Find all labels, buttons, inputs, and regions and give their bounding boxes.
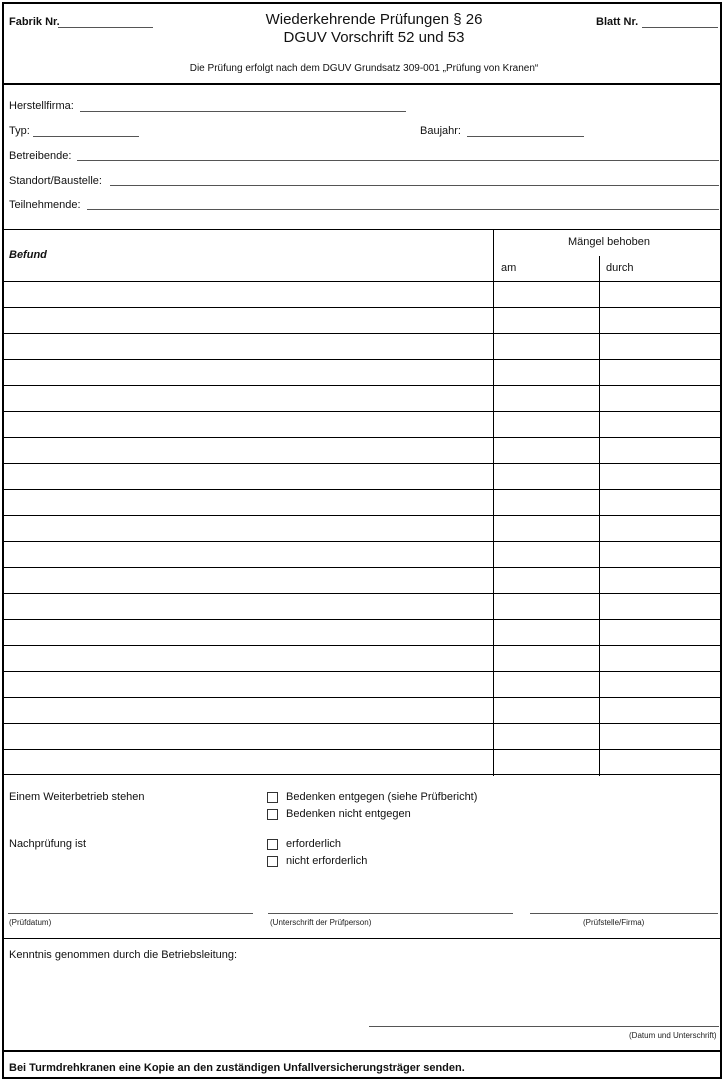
table-row-line [2, 645, 722, 646]
checkbox-bedenken-nicht-entgegen[interactable] [267, 809, 278, 820]
unterschrift-line[interactable] [268, 913, 513, 914]
maengel-header: Mängel behoben [568, 236, 650, 248]
table-row-line [2, 749, 722, 750]
kenntnis-signature-line[interactable] [369, 1026, 719, 1027]
kenntnis-label: Kenntnis genommen durch die Betriebsleitung: [9, 949, 238, 961]
table-row-line [2, 385, 722, 386]
table-row-line [2, 489, 722, 490]
weiterbetrieb-label: Einem Weiterbetrieb stehen [9, 791, 145, 803]
typ-label: Typ: [9, 125, 30, 137]
checkbox-erforderlich[interactable] [267, 839, 278, 850]
divider [2, 938, 722, 939]
baujahr-field[interactable] [467, 136, 584, 137]
checkbox-bedenken-entgegen[interactable] [267, 792, 278, 803]
standort-field[interactable] [110, 185, 719, 186]
table-row-line [2, 333, 722, 334]
kenntnis-caption: (Datum und Unterschrift) [629, 1031, 717, 1040]
table-row-line [2, 437, 722, 438]
divider [2, 83, 722, 85]
column-divider-durch [599, 256, 600, 776]
table-row-line [2, 723, 722, 724]
option-erforderlich: erforderlich [286, 838, 342, 850]
option-bedenken-nicht-entgegen: Bedenken nicht entgegen [286, 808, 411, 820]
standort-label: Standort/Baustelle: [9, 175, 102, 187]
table-row-line [2, 411, 722, 412]
table-row-line [2, 541, 722, 542]
table-row-line [2, 567, 722, 568]
table-row-line [2, 463, 722, 464]
subtitle: Die Prüfung erfolgt nach dem DGUV Grundsatz 309-001 „Prüfung von Kranen“ [189, 63, 539, 74]
table-row-line [2, 619, 722, 620]
betreibende-label: Betreibende: [9, 150, 72, 162]
title-line2: DGUV Vorschrift 52 und 53 [283, 29, 465, 46]
table-row-line [2, 774, 722, 775]
herstellfirma-label: Herstellfirma: [9, 100, 74, 112]
blatt-label: Blatt Nr. [596, 16, 639, 28]
option-bedenken-entgegen: Bedenken entgegen (siehe Prüfbericht) [286, 791, 478, 803]
nachpruefung-label: Nachprüfung ist [9, 838, 87, 850]
blatt-field[interactable] [642, 27, 718, 28]
betreibende-field[interactable] [77, 160, 719, 161]
teilnehmende-label: Teilnehmende: [9, 199, 81, 211]
divider [2, 229, 722, 230]
title-line1: Wiederkehrende Prüfungen § 26 [265, 11, 483, 28]
table-row-line [2, 281, 722, 282]
typ-field[interactable] [33, 136, 139, 137]
teilnehmende-field[interactable] [87, 209, 719, 210]
herstellfirma-field[interactable] [80, 111, 406, 112]
table-row-line [2, 359, 722, 360]
am-header: am [501, 262, 517, 274]
fabrik-label: Fabrik Nr. [9, 16, 60, 28]
table-row-line [2, 307, 722, 308]
baujahr-label: Baujahr: [420, 125, 461, 137]
table-row-line [2, 515, 722, 516]
table-row-line [2, 697, 722, 698]
pruefstelle-line[interactable] [530, 913, 718, 914]
checkbox-nicht-erforderlich[interactable] [267, 856, 278, 867]
column-divider-am [493, 229, 494, 776]
table-row-line [2, 593, 722, 594]
pruefstelle-caption: (Prüfstelle/Firma) [583, 918, 645, 927]
pruefdatum-caption: (Prüfdatum) [9, 918, 52, 927]
befund-header: Befund [9, 249, 47, 261]
page-title [160, 11, 588, 47]
footer-note: Bei Turmdrehkranen eine Kopie an den zuständigen Unfallversicherungsträger senden. [9, 1062, 465, 1074]
divider [2, 1050, 722, 1052]
pruefdatum-line[interactable] [8, 913, 253, 914]
table-row-line [2, 671, 722, 672]
durch-header: durch [606, 262, 634, 274]
fabrik-field[interactable] [58, 27, 153, 28]
unterschrift-caption: (Unterschrift der Prüfperson) [270, 918, 372, 927]
option-nicht-erforderlich: nicht erforderlich [286, 855, 368, 867]
